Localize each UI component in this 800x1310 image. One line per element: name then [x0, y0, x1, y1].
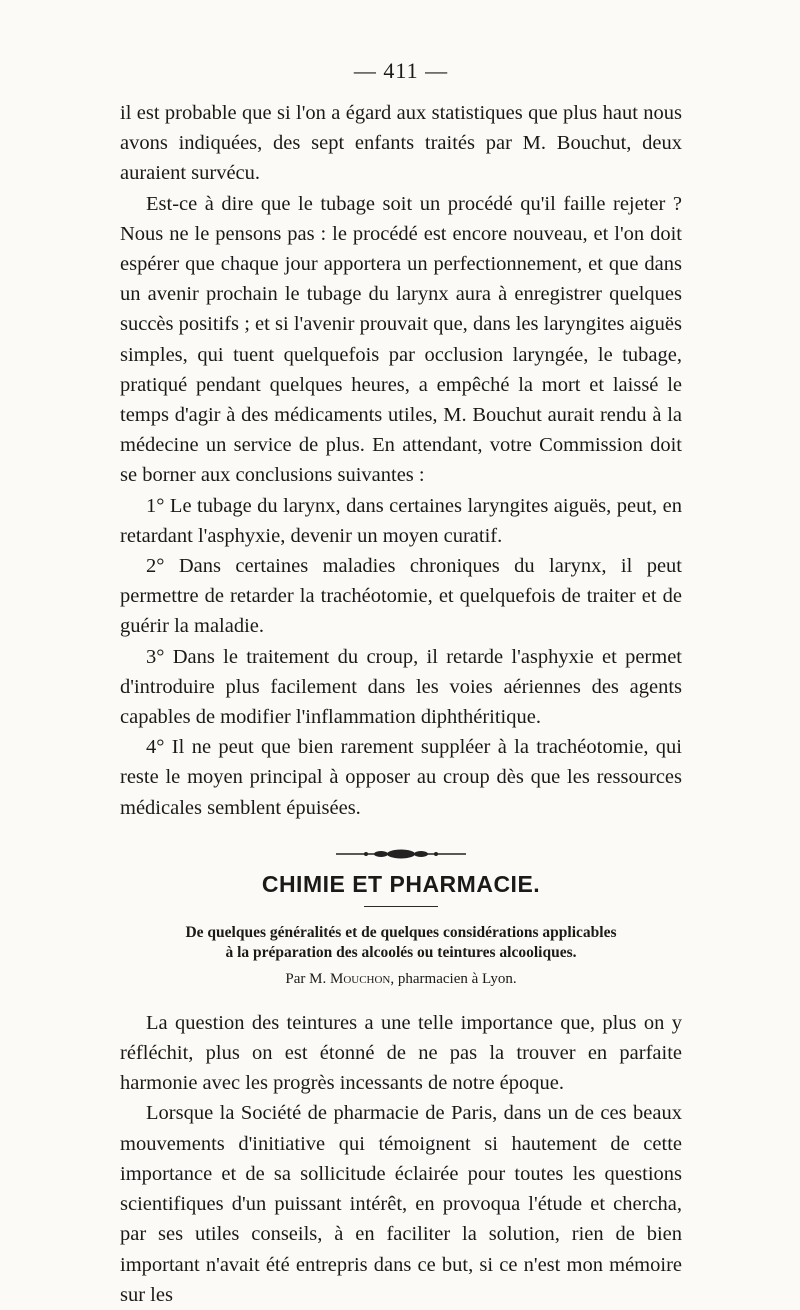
ornamental-divider [120, 845, 682, 863]
paragraph-societe: Lorsque la Société de pharmacie de Paris, dans un de ces beaux mouvements d'initiative qui témoignent si hautement de cette importance et de sa sollicitude éclairée pour toutes les questions scientifiques d'un puissant intérêt, en provoqua l'étude et chercha, par ses utiles conseils, à en faciliter la solution, rien de bien important n'avait été entrepris dans ce but, si ce n'est mon mémoire sur les [120, 1102, 682, 1306]
conclusion-4: 4° Il ne peut que bien rarement suppléer à la trachéotomie, qui reste le moyen principal à opposer au croup dès que les ressources médicales semblent épuisées. [120, 736, 682, 819]
article-title-line-1: De quelques généralités et de quelques considérations applicables [185, 923, 617, 941]
byline-suffix: , pharmacien à Lyon. [390, 970, 517, 987]
paragraph-2: Est-ce à dire que le tubage soit un procédé qu'il faille rejeter ? Nous ne le pensons pas : le procédé est encore nouveau, et l'on doit espérer que chaque jour apportera un perfectionnement, et que dans un avenir prochain le tubage du larynx aura à enregistrer quelques succès positifs ; et si l'avenir prouvait que, dans les laryngites aiguës simples, qui tuent quelquefois par occlusion laryngée, le tubage, pratiqué pendant quelques heures, a empêché la mort et laissé le temps d'agir à des médicaments utiles, M. Bouchut aurait rendu à la médecine un service de plus. En attendant, votre Commission doit se borner aux conclusions suivantes : [120, 192, 682, 487]
author-name: Mouchon [329, 970, 391, 987]
conclusion-1: 1° Le tubage du larynx, dans certaines laryngites aiguës, peut, en retardant l'asphyxie, devenir un moyen curatif. [120, 494, 682, 547]
page-number: — 411 — [353, 58, 449, 83]
conclusion-3: 3° Dans le traitement du croup, il retarde l'asphyxie et permet d'introduire plus facilement dans les voies aériennes des agents capables de modifier l'inflammation diphthéritique. [120, 645, 682, 729]
section-divider [364, 906, 438, 907]
paragraph-1: il est probable que si l'on a égard aux statistiques que plus haut nous avons indiquées, des sept enfants traités par M. Bouchut, deux auraient survécu. [120, 102, 682, 185]
ornament-icon [336, 847, 466, 861]
byline [120, 971, 682, 988]
conclusion-2: 2° Dans certaines maladies chroniques du larynx, il peut permettre de retarder la trachéotomie, et quelquefois de traiter et de guérir la maladie. [120, 555, 682, 638]
section-title: CHIMIE ET PHARMACIE. [261, 870, 541, 897]
article-title-line-2: à la préparation des alcoolés ou teintures alcooliques. [225, 943, 577, 961]
paragraph-intro: La question des teintures a une telle importance que, plus on y réfléchit, plus on est étonné de ne pas la trouver en parfaite harmonie avec les progrès incessants de notre époque. [120, 1011, 682, 1095]
byline-prefix: Par M. [285, 970, 327, 987]
